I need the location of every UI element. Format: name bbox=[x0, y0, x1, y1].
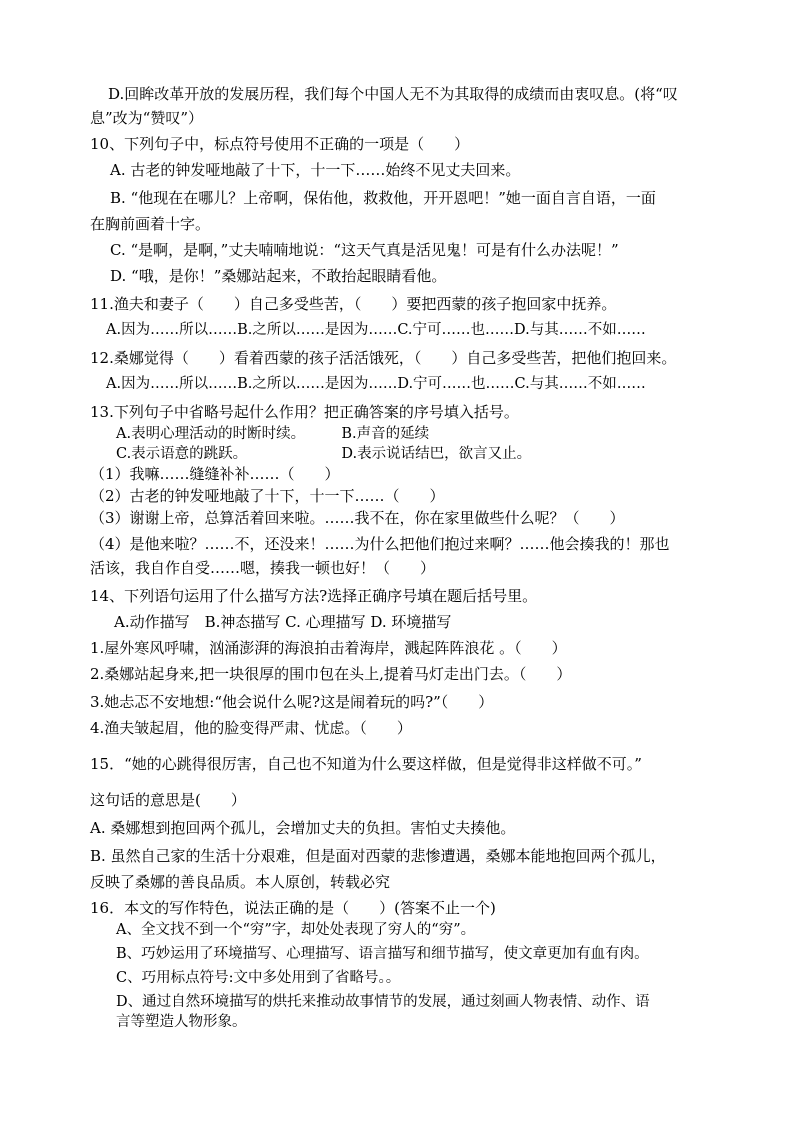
q16-option-d-line2: 言等塑造人物形象。 bbox=[116, 1014, 247, 1030]
q14-item-4: 4.渔夫皱起眉，他的脸变得严肃、忧虑。（ ） bbox=[90, 719, 412, 737]
q15-quote: 15．“她的心跳得很厉害，自己也不知道为什么要这样做，但是觉得非这样做不可。” bbox=[90, 755, 642, 773]
q16-option-c: C、巧用标点符号:文中多处用到了省略号。。 bbox=[116, 970, 401, 986]
q13-options-cd: C.表示语意的跳跃。 D.表示说话结巴，欲言又止。 bbox=[116, 446, 532, 462]
q13-options-ab: A.表明心理活动的时断时续。 B.声音的延续 bbox=[116, 426, 430, 442]
q15-option-a: A. 桑娜想到抱回两个孤儿，会增加丈夫的负担。害怕丈夫揍他。 bbox=[90, 819, 516, 837]
q14-item-1: 1.屋外寒风呼啸，汹涌澎湃的海浪拍击着海岸，溅起阵阵浪花 。（ ） bbox=[90, 639, 567, 657]
q16-option-d-line1: D、通过自然环境描写的烘托来推动故事情节的发展，通过刻画人物表情、动作、语 bbox=[116, 994, 650, 1010]
q13-item-4-line1: （4）是他来啦？……不，还没来！……为什么把他们抱过来啊？……他会揍我的！那也 bbox=[90, 535, 670, 553]
q9-option-d-line1: D.回眸改革开放的发展历程，我们每个中国人无不为其取得的成绩而由衷叹息。(将“叹 bbox=[108, 85, 678, 103]
q14-options: A.动作描写 B.神态描写 C. 心理描写 D. 环境描写 bbox=[114, 613, 452, 631]
q9-option-d-line2: 息”改为“赞叹”） bbox=[90, 109, 204, 127]
q13-item-1: （1）我嘛……缝缝补补……（ ） bbox=[90, 465, 340, 483]
q15-option-b-line1: B. 虽然自己家的生活十分艰难，但是面对西蒙的悲惨遭遇，桑娜本能地抱回两个孤儿， bbox=[90, 847, 666, 865]
q12-options: A.因为……所以……B.之所以……是因为……D.宁可……也……C.与其……不如…… bbox=[106, 376, 646, 392]
q16-stem: 16．本文的写作特色，说法正确的是（ ）(答案不止一个) bbox=[90, 899, 496, 917]
q10-option-b-line2: 在胸前画着十字。 bbox=[90, 215, 211, 233]
q10-option-c: C. “是啊，是啊，”丈夫喃喃地说：“这天气真是活见鬼！可是有什么办法呢！” bbox=[110, 241, 619, 259]
q11-options: A.因为……所以……B.之所以……是因为……C.宁可……也……D.与其……不如…… bbox=[106, 322, 646, 338]
q13-stem: 13.下列句子中省略号起什么作用？把正确答案的序号填入括号。 bbox=[90, 403, 519, 421]
q10-option-b-line1: B. “他现在在哪儿？上帝啊，保佑他，救救他，开开恩吧！”她一面自言自语，一面 bbox=[110, 189, 656, 207]
q10-option-d: D. “哦，是你！”桑娜站起来，不敢抬起眼睛看他。 bbox=[110, 267, 447, 285]
q10-option-a: A. 古老的钟发哑地敲了十下，十一下……始终不见丈夫回来。 bbox=[110, 161, 521, 179]
q16-option-a: A、全文找不到一个“穷”字，却处处表现了穷人的“穷”。 bbox=[116, 922, 476, 938]
q13-item-2: （2）古老的钟发哑地敲了十下，十一下……（ ） bbox=[90, 487, 445, 505]
q14-stem: 14、下列语句运用了什么描写方法?选择正确序号填在题后括号里。 bbox=[90, 587, 538, 605]
q14-item-2: 2.桑娜站起身来,把一块很厚的围巾包在头上,提着马灯走出门去。（ ） bbox=[90, 665, 572, 683]
q13-item-3: （3）谢谢上帝，总算活着回来啦。……我不在，你在家里做些什么呢？（ ） bbox=[90, 509, 625, 527]
q16-option-b: B、巧妙运用了环境描写、心理描写、语言描写和细节描写，使文章更加有血有肉。 bbox=[116, 946, 649, 962]
q10-stem: 10、下列句子中，标点符号使用不正确的一项是（ ） bbox=[90, 135, 470, 153]
q11-stem: 11.渔夫和妻子（ ）自己多受些苦，（ ）要把西蒙的孩子抱回家中抚养。 bbox=[90, 295, 617, 313]
q15-option-b-line2: 反映了桑娜的善良品质。本人原创，转载必究 bbox=[90, 873, 391, 891]
q14-item-3: 3.她忐忑不安地想:“他会说什么呢?这是闹着玩的吗?”（ ） bbox=[90, 693, 494, 711]
q15-stem: 这句话的意思是( ） bbox=[90, 791, 246, 809]
q13-item-4-line2: 活该，我自作自受……嗯，揍我一顿也好！（ ） bbox=[90, 559, 436, 577]
q12-stem: 12.桑娜觉得（ ）看着西蒙的孩子活活饿死，（ ）自己多受些苦，把他们抱回来。 bbox=[90, 349, 677, 367]
